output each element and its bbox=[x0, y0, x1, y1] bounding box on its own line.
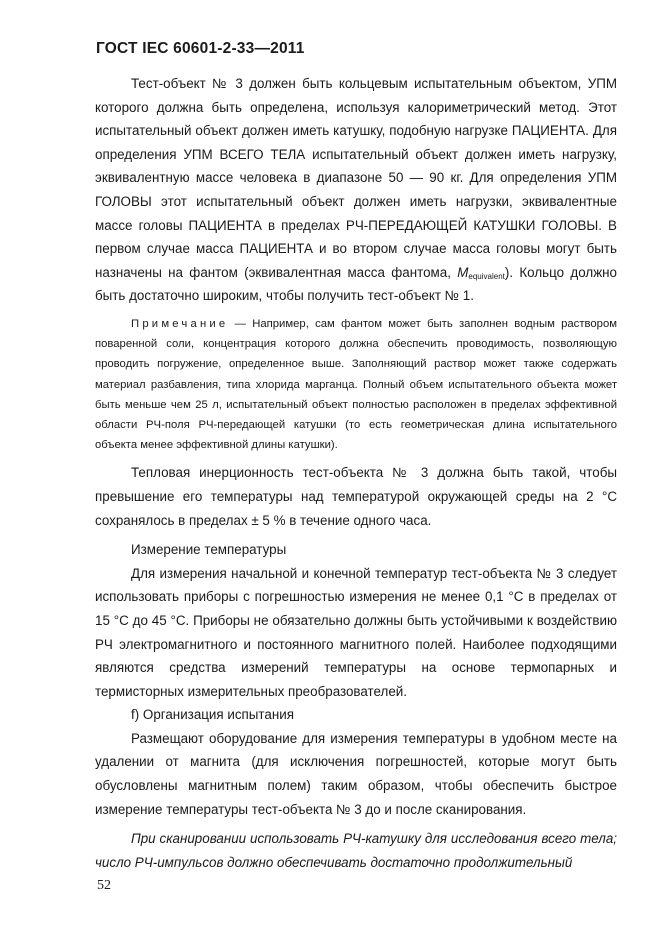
mass-symbol: M bbox=[457, 264, 469, 280]
paragraph-thermal-inertia: Тепловая инерционность тест-объекта № 3 должна быть такой, чтобы превышение его температуры над температурой окружающей среды на 2 °С сохранялось в пределах ± 5 % в течение одного часа. bbox=[95, 465, 617, 528]
note-label: Примечание bbox=[131, 317, 229, 330]
mass-subscript: equivalent bbox=[468, 271, 505, 281]
note-text: — Например, сам фантом может быть заполнен водным раствором поваренной соли, концентрация которого должна обеспечить проводимость, позволяющую проводить погружение, определенное выше. Заполняющий раствор может также содержать материал разбавления, типа хлорида марганца. Полный объем испытательного объекта может быть меньше чем 25 л, испытательный объект полностью расположен в пределах эффективной области РЧ-поля РЧ-передающей катушки (то есть геометрическая длина испытательного объекта менее эффективной длины катушки). bbox=[95, 317, 617, 452]
paragraph-scanning: При сканировании использовать РЧ-катушку для исследования всего тела; число РЧ-импульсов должно обеспечивать достаточно продолжительный bbox=[95, 831, 617, 870]
heading-test-organization: f) Организация испытания bbox=[131, 707, 294, 723]
page-number: 52 bbox=[97, 878, 111, 893]
paragraph-text: Тест-объект № 3 должен быть кольцевым испытательным объектом, УПМ которого должна быть определена, используя калориметрический метод. Этот испытательный объект должен иметь катушку, подобную нагрузке ПАЦИЕНТА. Для определения УПМ ВСЕГО ТЕЛА испытательный объект должен иметь нагрузку, эквивалентную массе человека в диапазоне 50 — 90 кг. Для определения УПМ ГОЛОВЫ этот испытательный объект должен иметь нагрузки, эквивалентные массе головы ПАЦИЕНТА в пределах РЧ-ПЕРЕДАЮЩЕЙ КАТУШКИ ГОЛОВЫ. В первом случае масса ПАЦИЕНТА и во втором случае масса головы могут быть назначены на фантом (эквивалентная масса фантома, bbox=[95, 76, 617, 280]
document-header: ГОСТ IEC 60601-2-33—2011 bbox=[96, 40, 305, 57]
paragraph-text-end: ). Кольцо должно быть достаточно широким, чтобы получить тест-объект № 1. bbox=[95, 264, 617, 304]
note-paragraph bbox=[95, 314, 617, 455]
paragraph-equipment-placement: Размещают оборудование для измерения температуры в удобном месте на удалении от магнита (для исключения погрешностей, которые могут быть обусловлены магнитным полем) таким образом, чтобы обеспечить быстрое измерение температуры тест-объекта № 3 до и после сканирования. bbox=[95, 730, 617, 817]
page-body bbox=[95, 72, 617, 874]
paragraph-temperature-instruments: Для измерения начальной и конечной температур тест-объекта № 3 следует использовать приборы с погрешностью измерения не менее 0,1 °С в пределах от 15 °С до 45 °С. Приборы не обязательно должны быть устойчивыми к воздействию РЧ электромагнитного и постоянного магнитного полей. Наиболее подходящими являются средства измерений температуры на основе термопарных и термисторных измерительных преобразователей. bbox=[95, 565, 617, 699]
paragraph-test-object-3 bbox=[95, 72, 617, 308]
heading-temperature-measurement: Измерение температуры bbox=[131, 542, 287, 558]
